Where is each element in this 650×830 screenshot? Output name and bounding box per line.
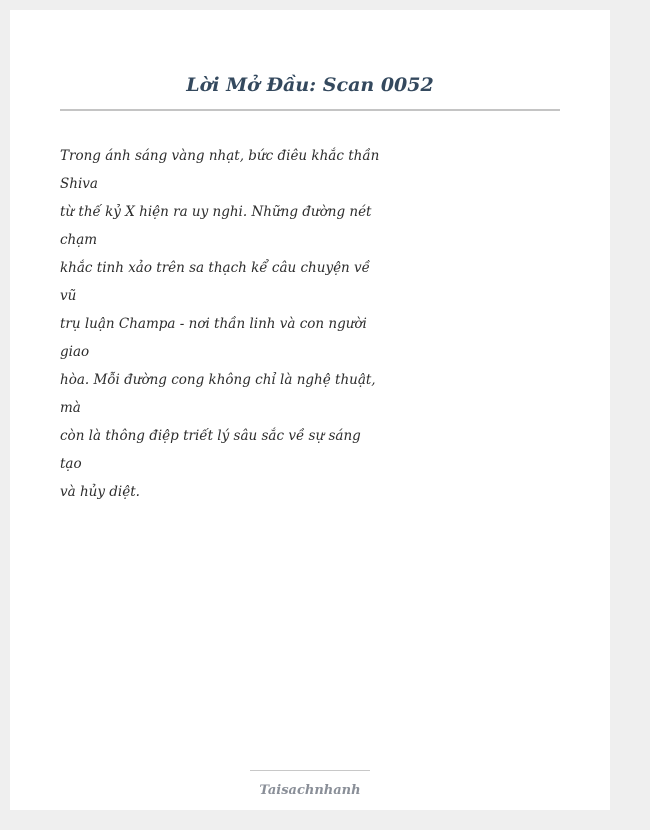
body-line: giao	[60, 344, 90, 360]
body-line: hòa. Mỗi đường cong không chỉ là nghệ thuật,	[60, 372, 376, 388]
footer-divider	[250, 770, 370, 771]
body-line: vũ	[60, 288, 77, 304]
body-line: khắc tinh xảo trên sa thạch kể câu chuyện về	[60, 260, 370, 276]
body-line: và hủy diệt.	[60, 484, 140, 500]
body-line: mà	[60, 400, 81, 416]
body-line: còn là thông điệp triết lý sâu sắc về sự sáng	[60, 428, 361, 444]
body-line: trụ luận Champa - nơi thần linh và con người	[60, 316, 367, 332]
page-title: Lời Mở Đầu: Scan 0052	[186, 74, 434, 96]
body-line: Trong ánh sáng vàng nhạt, bức điêu khắc thần	[60, 148, 380, 164]
body-line: chạm	[60, 232, 98, 248]
body-line: tạo	[60, 456, 82, 472]
body-line: Shiva	[60, 176, 98, 192]
title-divider	[60, 109, 560, 111]
document-page	[10, 10, 610, 810]
footer-credit: Taisachnhanh	[259, 783, 361, 798]
body-paragraph	[60, 142, 380, 506]
body-line: từ thế kỷ X hiện ra uy nghi. Những đường nét	[60, 204, 372, 220]
